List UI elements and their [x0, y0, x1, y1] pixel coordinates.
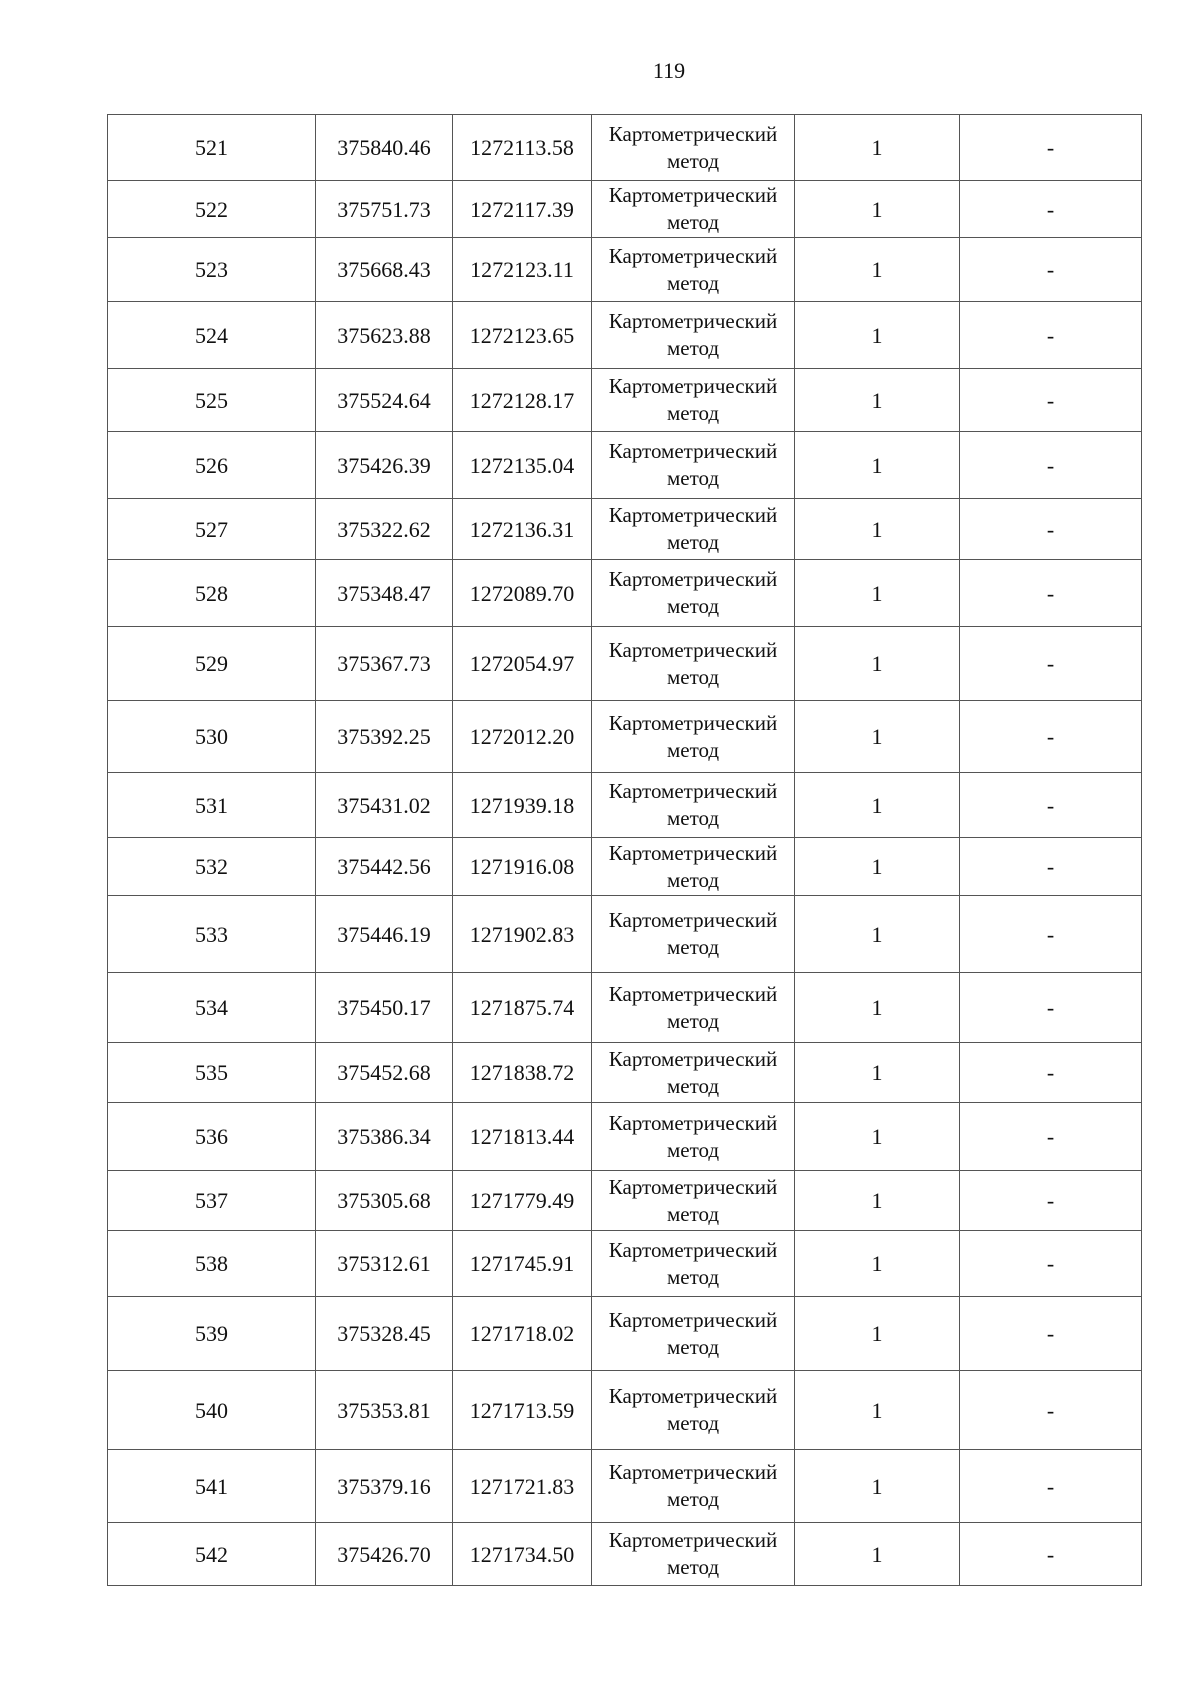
point-number-cell: 538 — [108, 1231, 316, 1297]
y-coordinate-cell: 1272117.39 — [453, 181, 592, 238]
x-coordinate-cell: 375431.02 — [316, 773, 453, 838]
table-row — [108, 896, 1142, 973]
method-cell: Картометрический метод — [592, 838, 795, 896]
point-number-cell: 534 — [108, 973, 316, 1043]
x-coordinate-cell: 375426.70 — [316, 1523, 453, 1586]
point-number-cell: 540 — [108, 1371, 316, 1450]
point-number-cell: 523 — [108, 238, 316, 302]
coordinates-table — [107, 114, 1142, 1586]
table-row — [108, 1297, 1142, 1371]
accuracy-cell: 1 — [795, 896, 960, 973]
method-cell: Картометрический метод — [592, 1523, 795, 1586]
y-coordinate-cell: 1272123.11 — [453, 238, 592, 302]
method-cell: Картометрический метод — [592, 1171, 795, 1231]
point-number-cell: 531 — [108, 773, 316, 838]
method-cell: Картометрический метод — [592, 1043, 795, 1103]
y-coordinate-cell: 1271721.83 — [453, 1450, 592, 1523]
x-coordinate-cell: 375322.62 — [316, 499, 453, 560]
point-number-cell: 537 — [108, 1171, 316, 1231]
method-cell: Картометрический метод — [592, 773, 795, 838]
table-row — [108, 369, 1142, 432]
y-coordinate-cell: 1271779.49 — [453, 1171, 592, 1231]
accuracy-cell: 1 — [795, 1523, 960, 1586]
method-cell: Картометрический метод — [592, 238, 795, 302]
accuracy-cell: 1 — [795, 1297, 960, 1371]
accuracy-cell: 1 — [795, 181, 960, 238]
x-coordinate-cell: 375668.43 — [316, 238, 453, 302]
y-coordinate-cell: 1272135.04 — [453, 432, 592, 499]
point-number-cell: 522 — [108, 181, 316, 238]
y-coordinate-cell: 1272136.31 — [453, 499, 592, 560]
point-number-cell: 528 — [108, 560, 316, 627]
accuracy-cell: 1 — [795, 1231, 960, 1297]
method-cell: Картометрический метод — [592, 1450, 795, 1523]
method-cell: Картометрический метод — [592, 701, 795, 773]
point-number-cell: 521 — [108, 115, 316, 181]
x-coordinate-cell: 375442.56 — [316, 838, 453, 896]
point-number-cell: 539 — [108, 1297, 316, 1371]
accuracy-cell: 1 — [795, 238, 960, 302]
x-coordinate-cell: 375446.19 — [316, 896, 453, 973]
accuracy-cell: 1 — [795, 302, 960, 369]
y-coordinate-cell: 1271734.50 — [453, 1523, 592, 1586]
point-number-cell: 542 — [108, 1523, 316, 1586]
method-cell: Картометрический метод — [592, 1103, 795, 1171]
note-cell: - — [960, 238, 1142, 302]
y-coordinate-cell: 1271838.72 — [453, 1043, 592, 1103]
y-coordinate-cell: 1272054.97 — [453, 627, 592, 701]
y-coordinate-cell: 1271745.91 — [453, 1231, 592, 1297]
accuracy-cell: 1 — [795, 1171, 960, 1231]
point-number-cell: 541 — [108, 1450, 316, 1523]
accuracy-cell: 1 — [795, 369, 960, 432]
y-coordinate-cell: 1272089.70 — [453, 560, 592, 627]
table-row — [108, 1103, 1142, 1171]
accuracy-cell: 1 — [795, 432, 960, 499]
table-row — [108, 701, 1142, 773]
method-cell: Картометрический метод — [592, 181, 795, 238]
method-cell: Картометрический метод — [592, 369, 795, 432]
accuracy-cell: 1 — [795, 973, 960, 1043]
note-cell: - — [960, 973, 1142, 1043]
point-number-cell: 529 — [108, 627, 316, 701]
note-cell: - — [960, 1450, 1142, 1523]
note-cell: - — [960, 1231, 1142, 1297]
point-number-cell: 536 — [108, 1103, 316, 1171]
note-cell: - — [960, 369, 1142, 432]
table-row — [108, 1450, 1142, 1523]
accuracy-cell: 1 — [795, 115, 960, 181]
y-coordinate-cell: 1271939.18 — [453, 773, 592, 838]
point-number-cell: 527 — [108, 499, 316, 560]
y-coordinate-cell: 1271813.44 — [453, 1103, 592, 1171]
x-coordinate-cell: 375353.81 — [316, 1371, 453, 1450]
note-cell: - — [960, 1371, 1142, 1450]
table-row — [108, 499, 1142, 560]
accuracy-cell: 1 — [795, 701, 960, 773]
method-cell: Картометрический метод — [592, 1371, 795, 1450]
table-row — [108, 838, 1142, 896]
table-row — [108, 302, 1142, 369]
method-cell: Картометрический метод — [592, 627, 795, 701]
accuracy-cell: 1 — [795, 1450, 960, 1523]
method-cell: Картометрический метод — [592, 499, 795, 560]
x-coordinate-cell: 375623.88 — [316, 302, 453, 369]
accuracy-cell: 1 — [795, 1103, 960, 1171]
x-coordinate-cell: 375348.47 — [316, 560, 453, 627]
note-cell: - — [960, 838, 1142, 896]
x-coordinate-cell: 375367.73 — [316, 627, 453, 701]
note-cell: - — [960, 560, 1142, 627]
x-coordinate-cell: 375386.34 — [316, 1103, 453, 1171]
y-coordinate-cell: 1271916.08 — [453, 838, 592, 896]
x-coordinate-cell: 375840.46 — [316, 115, 453, 181]
note-cell: - — [960, 627, 1142, 701]
method-cell: Картометрический метод — [592, 973, 795, 1043]
y-coordinate-cell: 1272012.20 — [453, 701, 592, 773]
table-row — [108, 1231, 1142, 1297]
table-row — [108, 773, 1142, 838]
y-coordinate-cell: 1272123.65 — [453, 302, 592, 369]
point-number-cell: 532 — [108, 838, 316, 896]
accuracy-cell: 1 — [795, 499, 960, 560]
accuracy-cell: 1 — [795, 627, 960, 701]
point-number-cell: 535 — [108, 1043, 316, 1103]
x-coordinate-cell: 375751.73 — [316, 181, 453, 238]
note-cell: - — [960, 432, 1142, 499]
note-cell: - — [960, 701, 1142, 773]
table-row — [108, 432, 1142, 499]
note-cell: - — [960, 1043, 1142, 1103]
x-coordinate-cell: 375392.25 — [316, 701, 453, 773]
y-coordinate-cell: 1272128.17 — [453, 369, 592, 432]
accuracy-cell: 1 — [795, 560, 960, 627]
x-coordinate-cell: 375452.68 — [316, 1043, 453, 1103]
method-cell: Картометрический метод — [592, 432, 795, 499]
table-row — [108, 1371, 1142, 1450]
y-coordinate-cell: 1271713.59 — [453, 1371, 592, 1450]
note-cell: - — [960, 302, 1142, 369]
method-cell: Картометрический метод — [592, 1297, 795, 1371]
coordinates-table-body — [108, 115, 1142, 1586]
x-coordinate-cell: 375328.45 — [316, 1297, 453, 1371]
table-row — [108, 1043, 1142, 1103]
accuracy-cell: 1 — [795, 1371, 960, 1450]
y-coordinate-cell: 1271718.02 — [453, 1297, 592, 1371]
y-coordinate-cell: 1271875.74 — [453, 973, 592, 1043]
note-cell: - — [960, 1523, 1142, 1586]
note-cell: - — [960, 1171, 1142, 1231]
accuracy-cell: 1 — [795, 1043, 960, 1103]
method-cell: Картометрический метод — [592, 896, 795, 973]
table-row — [108, 1523, 1142, 1586]
method-cell: Картометрический метод — [592, 302, 795, 369]
x-coordinate-cell: 375379.16 — [316, 1450, 453, 1523]
point-number-cell: 524 — [108, 302, 316, 369]
y-coordinate-cell: 1272113.58 — [453, 115, 592, 181]
note-cell: - — [960, 499, 1142, 560]
table-row — [108, 1171, 1142, 1231]
x-coordinate-cell: 375426.39 — [316, 432, 453, 499]
page-number: 119 — [652, 58, 686, 83]
x-coordinate-cell: 375305.68 — [316, 1171, 453, 1231]
accuracy-cell: 1 — [795, 838, 960, 896]
note-cell: - — [960, 181, 1142, 238]
point-number-cell: 525 — [108, 369, 316, 432]
x-coordinate-cell: 375524.64 — [316, 369, 453, 432]
point-number-cell: 533 — [108, 896, 316, 973]
point-number-cell: 530 — [108, 701, 316, 773]
table-row — [108, 973, 1142, 1043]
note-cell: - — [960, 896, 1142, 973]
table-row — [108, 238, 1142, 302]
method-cell: Картометрический метод — [592, 1231, 795, 1297]
x-coordinate-cell: 375450.17 — [316, 973, 453, 1043]
x-coordinate-cell: 375312.61 — [316, 1231, 453, 1297]
point-number-cell: 526 — [108, 432, 316, 499]
note-cell: - — [960, 115, 1142, 181]
method-cell: Картометрический метод — [592, 560, 795, 627]
table-row — [108, 560, 1142, 627]
note-cell: - — [960, 773, 1142, 838]
table-row — [108, 115, 1142, 181]
note-cell: - — [960, 1103, 1142, 1171]
accuracy-cell: 1 — [795, 773, 960, 838]
table-row — [108, 627, 1142, 701]
note-cell: - — [960, 1297, 1142, 1371]
table-row — [108, 181, 1142, 238]
method-cell: Картометрический метод — [592, 115, 795, 181]
y-coordinate-cell: 1271902.83 — [453, 896, 592, 973]
